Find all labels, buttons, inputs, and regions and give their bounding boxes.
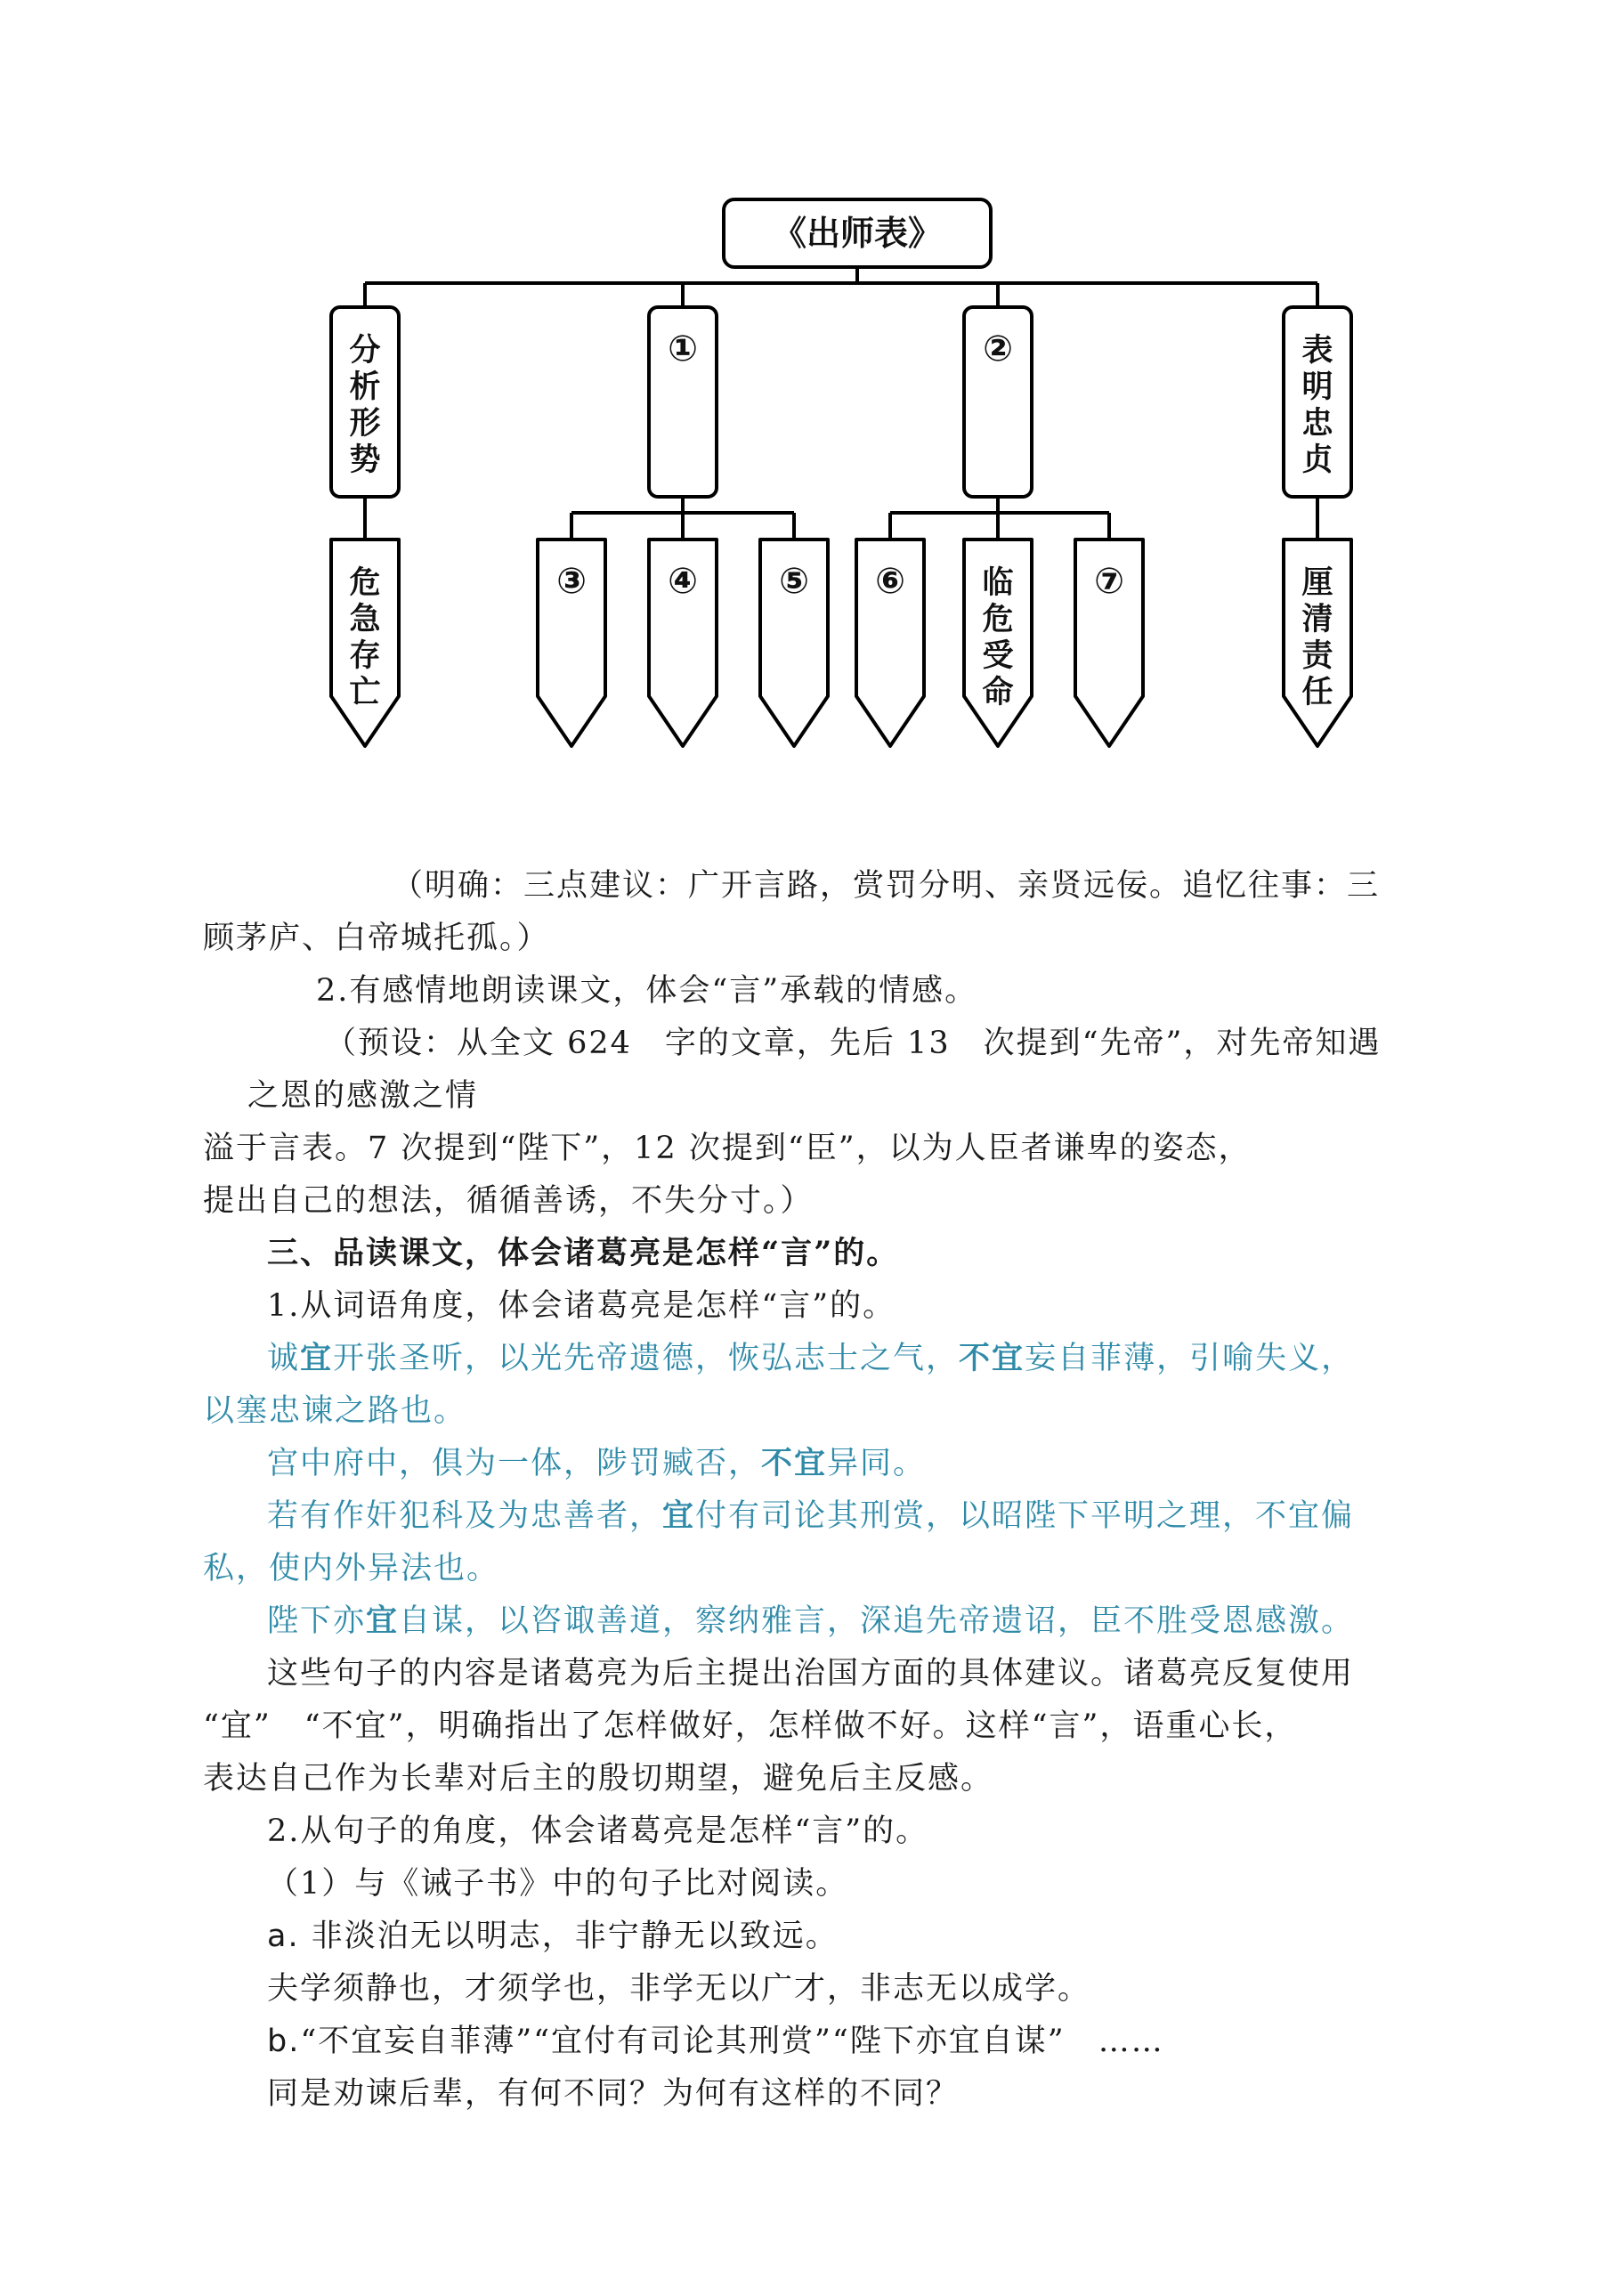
quote-1-line-1 [267, 1332, 1504, 1385]
root-node-label: 《出师表》 [772, 213, 943, 253]
item-a-text: 非淡泊无以明志，非宁静无以致远。 [311, 1919, 839, 1954]
quote-3-line-1 [267, 1489, 1504, 1543]
child-label-3-3: ⑦ [1094, 561, 1124, 602]
branch-label-4-char-3: 忠 [1301, 405, 1333, 442]
answer-note-line-2: 顾茅庐、白帝城托孤。） [203, 921, 550, 956]
quote-4 [267, 1594, 1504, 1648]
child-label-3-2-char-3: 受 [982, 637, 1014, 674]
branch-label-1-char-1: 分 [349, 332, 381, 369]
item-b-text: “不宜妄自菲薄”“宜付有司论其刑赏”“陛下亦宜自谋” …… [300, 2024, 1164, 2059]
quote-2-part-1: 宫中府中，俱为一体，陟罚臧否， [267, 1446, 762, 1481]
child-label-4-1-char-3: 责 [1301, 637, 1333, 674]
child-label-3-2-char-1: 临 [982, 564, 1014, 601]
item-a-marker: a. [267, 1919, 300, 1954]
child-label-3-1: ⑥ [875, 561, 905, 602]
quote-1-part-5: 妄自菲薄，引喻失义， [1025, 1341, 1355, 1376]
preset-note-line-3: 溢于言表。7 次提到“陛下”，12 次提到“臣”，以为人臣者谦卑的姿态， [203, 1131, 1252, 1166]
preset-note-line-4: 提出自己的想法，循循善诱，不失分寸。） [203, 1183, 814, 1219]
sentence-angle-heading: 2.从句子的角度，体会诸葛亮是怎样“言”的。 [267, 1813, 929, 1849]
quote-3-part-1: 若有作奸犯科及为忠善者， [267, 1498, 663, 1534]
answer-note-line-1: （明确：三点建议：广开言路，赏罚分明、亲贤远佞。追忆往事：三 [392, 868, 1381, 904]
closing-question: 同是劝谏后辈，有何不同？为何有这样的不同？ [267, 2076, 960, 2112]
analysis-line-3: 表达自己作为长辈对后主的殷切期望，避免后主反感。 [203, 1761, 994, 1797]
child-label-3-2-char-2: 危 [982, 601, 1014, 637]
child-label-1-1-char-3: 存 [349, 637, 381, 674]
analysis-line-2: “宜” “不宜”，明确指出了怎样做好，怎样做不好。这样“言”，语重心长， [203, 1708, 1298, 1744]
quote-1-line-2: 以塞忠谏之路也。 [203, 1393, 467, 1429]
quote-4-part-3: 自谋，以咨诹善道，察纳雅言，深追先帝遗诏，臣不胜受恩感激。 [399, 1603, 1355, 1639]
child-label-2-2: ④ [668, 561, 698, 602]
section-3-heading: 三、品读课文，体会诸葛亮是怎样“言”的。 [267, 1235, 900, 1271]
quote-1-emphasis-yi: 宜 [300, 1340, 334, 1376]
branch-label-1-char-3: 形 [349, 405, 381, 442]
branch-label-1-char-4: 势 [349, 442, 381, 478]
branch-label-1-char-2: 析 [349, 369, 381, 405]
quote-2 [267, 1437, 1504, 1490]
child-label-2-3: ⑤ [779, 561, 809, 602]
child-label-3-2-char-4: 命 [982, 674, 1014, 710]
quote-2-emphasis-buyi: 不宜 [761, 1445, 828, 1481]
item-a-second-line: 夫学须静也，才须学也，非学无以广才，非志无以成学。 [267, 1971, 1091, 2007]
quote-1-part-3: 开张圣听，以光先帝遗德，恢弘志士之气， [333, 1341, 960, 1376]
quote-4-emphasis-yi: 宜 [366, 1602, 400, 1639]
structure-diagram [0, 0, 1621, 801]
quote-4-part-1: 陛下亦 [267, 1603, 367, 1639]
branch-label-4-char-4: 贞 [1301, 442, 1333, 478]
compare-reading-heading: （1）与《诫子书》中的句子比对阅读。 [267, 1866, 849, 1902]
quote-1-emphasis-buyi: 不宜 [959, 1340, 1025, 1376]
child-label-4-1-char-4: 任 [1301, 674, 1333, 710]
branch-label-4-char-2: 明 [1301, 369, 1333, 405]
word-angle-heading: 1.从词语角度，体会诸葛亮是怎样“言”的。 [267, 1288, 896, 1324]
preset-note-line-2: 之恩的感激之情 [247, 1078, 479, 1114]
task-2-heading: 2.有感情地朗读课文，体会“言”承载的情感。 [316, 973, 978, 1009]
child-label-1-1-char-4: 亡 [349, 674, 381, 710]
quote-1-part-1: 诚 [267, 1341, 301, 1376]
preset-note-line-1: （预设：从全文 624 字的文章，先后 13 次提到“先帝”，对先帝知遇 [325, 1026, 1382, 1061]
child-label-4-1-char-2: 清 [1301, 601, 1333, 637]
item-b [267, 2015, 1504, 2068]
child-label-4-1-char-1: 厘 [1301, 564, 1333, 601]
analysis-line-1: 这些句子的内容是诸葛亮为后主提出治国方面的具体建议。诸葛亮反复使用 [267, 1656, 1355, 1692]
quote-3-emphasis-yi: 宜 [662, 1497, 696, 1534]
quote-3-part-3: 付有司论其刑赏，以昭陛下平明之理，不宜偏 [695, 1498, 1355, 1534]
branch-label-2: ① [668, 329, 698, 369]
quote-2-part-3: 异同。 [827, 1446, 927, 1481]
child-label-2-1: ③ [556, 561, 587, 602]
item-b-marker: b. [267, 2024, 301, 2059]
child-label-1-1-char-2: 急 [349, 601, 381, 637]
item-a [267, 1910, 1504, 1963]
quote-3-line-2: 私，使内外异法也。 [203, 1551, 500, 1586]
child-label-1-1-char-1: 危 [349, 564, 381, 601]
branch-label-3: ② [983, 329, 1013, 369]
branch-label-4-char-1: 表 [1301, 332, 1333, 369]
